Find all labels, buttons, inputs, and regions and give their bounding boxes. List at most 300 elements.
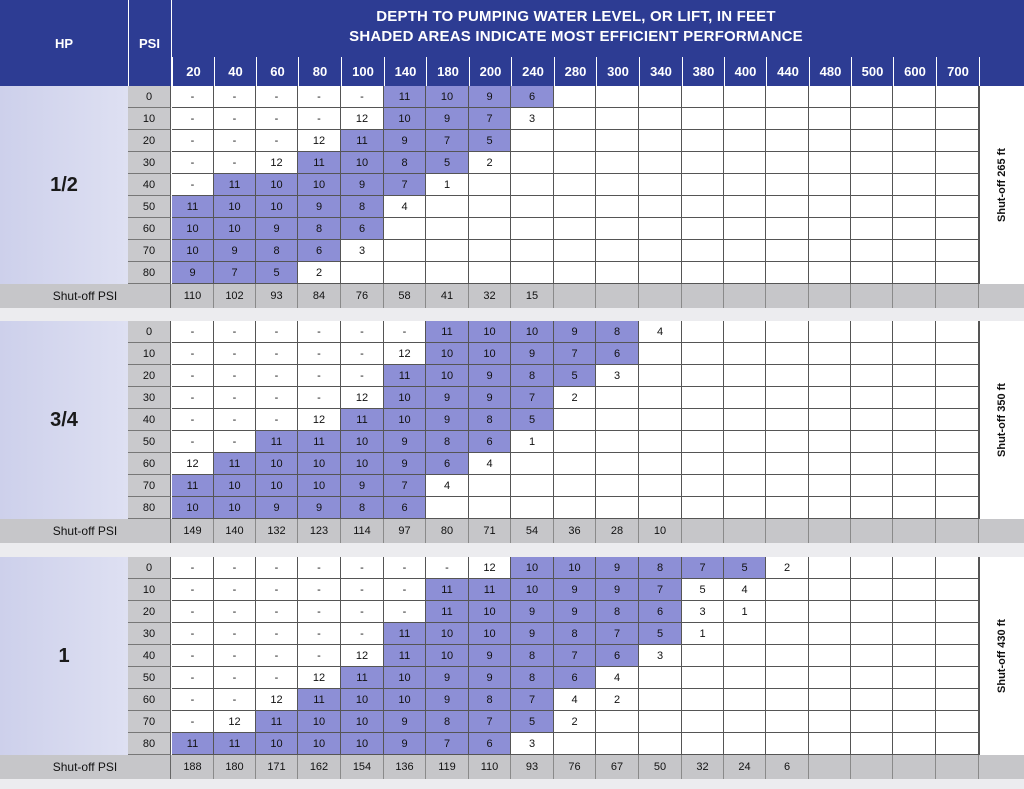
shutoff-psi-value: 180: [214, 755, 256, 779]
gph-cell: [682, 196, 724, 218]
gph-cell: 11: [298, 689, 341, 711]
gph-cell: 11: [384, 645, 426, 667]
gph-cell: 9: [511, 343, 554, 365]
shutoff-psi-value: 54: [511, 519, 554, 543]
shutoff-psi-value: [724, 519, 766, 543]
psi-row-label: 70: [128, 711, 171, 733]
gph-cell: [511, 453, 554, 475]
depth-header-cell: 280: [554, 57, 596, 86]
gph-cell: [893, 409, 936, 431]
gph-cell: 8: [256, 240, 298, 262]
gph-cell: [936, 667, 979, 689]
gph-cell: 10: [298, 733, 341, 755]
gph-cell: [936, 262, 979, 284]
gph-cell: -: [172, 108, 214, 130]
gph-cell: 11: [256, 711, 298, 733]
gph-cell: -: [256, 579, 298, 601]
depth-header-cell: 400: [724, 57, 766, 86]
psi-row-label: 0: [128, 557, 171, 579]
gph-cell: [936, 711, 979, 733]
gph-cell: 10: [172, 240, 214, 262]
gph-cell: [766, 321, 809, 343]
gph-cell: [766, 453, 809, 475]
gph-cell: [426, 218, 469, 240]
gph-cell: [809, 557, 851, 579]
shutoff-psi-value: 123: [298, 519, 341, 543]
gph-cell: [851, 262, 893, 284]
gph-cell: [639, 689, 682, 711]
gph-cell: [851, 86, 893, 108]
depth-header-cell: 700: [936, 57, 979, 86]
gph-cell: [511, 475, 554, 497]
gph-cell: [851, 152, 893, 174]
gph-cell: 11: [341, 409, 384, 431]
gph-cell: [851, 321, 893, 343]
depth-header-cell: 600: [893, 57, 936, 86]
gph-cell: -: [298, 645, 341, 667]
gph-cell: 9: [341, 174, 384, 196]
gph-cell: [936, 453, 979, 475]
gph-cell: 4: [426, 475, 469, 497]
shutoff-psi-value: [766, 284, 809, 308]
gph-cell: [851, 645, 893, 667]
gph-cell: 6: [426, 453, 469, 475]
psi-row-label: 30: [128, 387, 171, 409]
gph-cell: -: [172, 174, 214, 196]
gph-cell: -: [256, 601, 298, 623]
shutoff-psi-value: [766, 519, 809, 543]
gph-cell: 2: [596, 689, 639, 711]
gph-cell: 10: [384, 667, 426, 689]
gph-cell: -: [256, 667, 298, 689]
gph-cell: [724, 130, 766, 152]
gph-cell: [766, 497, 809, 519]
gph-cell: 9: [426, 409, 469, 431]
psi-row-label: 60: [128, 689, 171, 711]
depth-header-cell: 480: [809, 57, 851, 86]
gph-cell: [809, 387, 851, 409]
gph-cell: [469, 497, 511, 519]
gph-cell: -: [384, 601, 426, 623]
gph-cell: 11: [214, 733, 256, 755]
psi-row-label: 10: [128, 108, 171, 130]
gph-cell: [809, 667, 851, 689]
gph-cell: 12: [214, 711, 256, 733]
gph-cell: [936, 601, 979, 623]
gph-cell: [809, 475, 851, 497]
gph-cell: 10: [214, 497, 256, 519]
gph-cell: [766, 431, 809, 453]
shutoff-psi-value: 149: [172, 519, 214, 543]
gph-cell: 10: [469, 343, 511, 365]
gph-cell: -: [214, 409, 256, 431]
hp-value: 3/4: [0, 321, 129, 519]
gph-cell: 10: [511, 579, 554, 601]
shutoff-psi-value: 15: [511, 284, 554, 308]
gph-cell: 10: [341, 152, 384, 174]
depth-header-cell: 80: [298, 57, 341, 86]
shutoff-psi-value: 76: [554, 755, 596, 779]
gph-cell: 5: [469, 130, 511, 152]
gph-cell: [554, 453, 596, 475]
gph-cell: [851, 601, 893, 623]
gph-cell: -: [341, 343, 384, 365]
gph-cell: [682, 409, 724, 431]
gph-cell: [851, 557, 893, 579]
shutoff-psi-value: 93: [256, 284, 298, 308]
gph-cell: [851, 387, 893, 409]
gph-cell: [596, 733, 639, 755]
gph-cell: [682, 689, 724, 711]
gph-cell: 7: [426, 130, 469, 152]
gph-cell: 9: [469, 387, 511, 409]
gph-cell: [766, 711, 809, 733]
gph-cell: 11: [341, 130, 384, 152]
gph-cell: [809, 733, 851, 755]
gph-cell: [766, 623, 809, 645]
gph-cell: 7: [554, 645, 596, 667]
gph-cell: [469, 475, 511, 497]
shutoff-psi-value: [851, 755, 893, 779]
shutoff-psi-value: 162: [298, 755, 341, 779]
chart-title: [172, 0, 980, 54]
shutoff-feet-text: Shut-off 265 ft: [996, 148, 1009, 222]
psi-row-label: 40: [128, 645, 171, 667]
gph-cell: 10: [256, 174, 298, 196]
gph-cell: 10: [341, 689, 384, 711]
gph-cell: [809, 431, 851, 453]
gph-cell: [596, 130, 639, 152]
gph-cell: -: [256, 86, 298, 108]
gph-cell: 10: [214, 196, 256, 218]
gph-cell: [682, 733, 724, 755]
psi-column-header: PSI: [128, 0, 172, 86]
gph-cell: [511, 152, 554, 174]
gph-cell: [936, 108, 979, 130]
gph-cell: 10: [469, 321, 511, 343]
shutoff-psi-value: 32: [682, 755, 724, 779]
gph-cell: 9: [596, 579, 639, 601]
gph-cell: -: [256, 130, 298, 152]
gph-cell: [511, 240, 554, 262]
gph-cell: [554, 733, 596, 755]
gph-cell: [766, 218, 809, 240]
depth-header-cell: 140: [384, 57, 426, 86]
shutoff-psi-value: 28: [596, 519, 639, 543]
gph-cell: [809, 218, 851, 240]
gph-cell: [724, 431, 766, 453]
gph-cell: [851, 497, 893, 519]
hp-section: [0, 557, 1024, 779]
gph-cell: [851, 240, 893, 262]
gph-cell: [809, 174, 851, 196]
gph-cell: [893, 733, 936, 755]
gph-cell: 12: [341, 645, 384, 667]
gph-cell: [893, 365, 936, 387]
gph-cell: [766, 365, 809, 387]
gph-cell: -: [256, 321, 298, 343]
gph-cell: 11: [172, 733, 214, 755]
gph-cell: 3: [341, 240, 384, 262]
gph-cell: [766, 174, 809, 196]
gph-cell: 10: [426, 86, 469, 108]
gph-cell: [724, 645, 766, 667]
gph-cell: [639, 387, 682, 409]
gph-cell: [809, 321, 851, 343]
gph-cell: 8: [341, 196, 384, 218]
shutoff-psi-value: 50: [639, 755, 682, 779]
gph-cell: 12: [384, 343, 426, 365]
shutoff-psi-value: 110: [172, 284, 214, 308]
gph-cell: [596, 240, 639, 262]
gph-cell: [639, 196, 682, 218]
gph-cell: [766, 387, 809, 409]
gph-cell: [639, 475, 682, 497]
gph-cell: 7: [511, 387, 554, 409]
gph-cell: 6: [298, 240, 341, 262]
gph-cell: 12: [298, 667, 341, 689]
gph-cell: [682, 152, 724, 174]
shutoff-psi-value: [851, 519, 893, 543]
gph-cell: [809, 108, 851, 130]
gph-cell: [469, 196, 511, 218]
gph-cell: [851, 667, 893, 689]
gph-cell: 10: [511, 557, 554, 579]
gph-cell: 12: [256, 152, 298, 174]
gph-cell: 3: [511, 108, 554, 130]
gph-cell: 7: [511, 689, 554, 711]
gph-cell: 7: [554, 343, 596, 365]
gph-cell: [511, 218, 554, 240]
gph-cell: [341, 262, 384, 284]
shutoff-psi-value: 114: [341, 519, 384, 543]
depth-header-cell: 60: [256, 57, 298, 86]
gph-cell: 1: [426, 174, 469, 196]
gph-cell: [511, 130, 554, 152]
gph-cell: 8: [511, 365, 554, 387]
gph-cell: -: [172, 711, 214, 733]
gph-cell: -: [298, 86, 341, 108]
gph-cell: [809, 196, 851, 218]
gph-cell: [724, 475, 766, 497]
gph-cell: [554, 152, 596, 174]
shutoff-psi-value: 84: [298, 284, 341, 308]
gph-cell: -: [172, 689, 214, 711]
gph-cell: [766, 409, 809, 431]
gph-cell: [809, 240, 851, 262]
gph-cell: [682, 86, 724, 108]
gph-cell: [893, 387, 936, 409]
gph-cell: [766, 601, 809, 623]
gph-cell: 7: [639, 579, 682, 601]
gph-cell: [851, 453, 893, 475]
gph-cell: [724, 497, 766, 519]
gph-cell: 10: [298, 453, 341, 475]
gph-cell: [639, 409, 682, 431]
gph-cell: [639, 130, 682, 152]
gph-cell: [682, 475, 724, 497]
shutoff-psi-value: [936, 519, 979, 543]
gph-cell: -: [172, 431, 214, 453]
gph-cell: 9: [469, 645, 511, 667]
gph-cell: 10: [298, 711, 341, 733]
gph-cell: [724, 108, 766, 130]
gph-cell: 10: [426, 365, 469, 387]
psi-row-label: 80: [128, 497, 171, 519]
gph-cell: -: [256, 409, 298, 431]
gph-cell: -: [256, 108, 298, 130]
gph-cell: [851, 475, 893, 497]
gph-cell: -: [298, 623, 341, 645]
gph-cell: [682, 218, 724, 240]
gph-cell: [596, 431, 639, 453]
shutoff-psi-value: 97: [384, 519, 426, 543]
gph-cell: -: [172, 601, 214, 623]
gph-cell: 11: [384, 86, 426, 108]
gph-cell: -: [256, 365, 298, 387]
shutoff-psi-value: [809, 755, 851, 779]
gph-cell: [554, 130, 596, 152]
shutoff-psi-value: [851, 284, 893, 308]
gph-cell: [809, 343, 851, 365]
gph-cell: [893, 711, 936, 733]
gph-cell: [893, 431, 936, 453]
gph-cell: -: [384, 579, 426, 601]
gph-cell: 6: [469, 733, 511, 755]
gph-cell: [724, 196, 766, 218]
gph-cell: [554, 86, 596, 108]
gph-cell: -: [172, 152, 214, 174]
gph-cell: -: [214, 387, 256, 409]
gph-cell: -: [298, 557, 341, 579]
gph-cell: [639, 108, 682, 130]
gph-cell: [639, 667, 682, 689]
gph-cell: 9: [554, 579, 596, 601]
gph-cell: -: [256, 557, 298, 579]
gph-cell: 12: [341, 387, 384, 409]
depth-header-cell: 240: [511, 57, 554, 86]
gph-cell: 8: [298, 218, 341, 240]
gph-cell: [639, 343, 682, 365]
gph-cell: 6: [469, 431, 511, 453]
gph-cell: [596, 387, 639, 409]
gph-cell: 9: [256, 218, 298, 240]
depth-header-cell: 40: [214, 57, 256, 86]
gph-cell: -: [384, 557, 426, 579]
gph-cell: [426, 240, 469, 262]
shutoff-feet-text: Shut-off 430 ft: [996, 619, 1009, 693]
gph-cell: 3: [511, 733, 554, 755]
gph-cell: 11: [426, 579, 469, 601]
gph-cell: [554, 174, 596, 196]
gph-cell: 8: [426, 431, 469, 453]
psi-row-label: 70: [128, 240, 171, 262]
gph-cell: [511, 497, 554, 519]
gph-cell: -: [341, 557, 384, 579]
gph-cell: [809, 645, 851, 667]
gph-cell: 12: [298, 409, 341, 431]
gph-cell: 8: [511, 667, 554, 689]
gph-cell: [809, 130, 851, 152]
gph-cell: [936, 579, 979, 601]
gph-cell: -: [341, 86, 384, 108]
gph-cell: [724, 86, 766, 108]
shutoff-psi-value: 36: [554, 519, 596, 543]
gph-cell: 8: [596, 321, 639, 343]
gph-cell: 9: [511, 623, 554, 645]
gph-cell: [554, 497, 596, 519]
gph-cell: [724, 152, 766, 174]
gph-cell: 11: [384, 365, 426, 387]
psi-row-label: 10: [128, 343, 171, 365]
gph-cell: 12: [469, 557, 511, 579]
gph-cell: 3: [639, 645, 682, 667]
gph-cell: [554, 108, 596, 130]
gph-cell: -: [214, 667, 256, 689]
gph-cell: [851, 108, 893, 130]
gph-cell: 12: [298, 130, 341, 152]
gph-cell: 10: [384, 387, 426, 409]
gph-cell: [682, 240, 724, 262]
gph-cell: [384, 262, 426, 284]
gph-cell: 5: [682, 579, 724, 601]
gph-cell: [724, 623, 766, 645]
gph-cell: [766, 475, 809, 497]
gph-cell: [936, 343, 979, 365]
gph-cell: 2: [554, 711, 596, 733]
gph-cell: [936, 475, 979, 497]
gph-cell: [682, 130, 724, 152]
depth-header-spacer: [979, 57, 1024, 86]
gph-cell: 8: [639, 557, 682, 579]
depth-header-cell: 380: [682, 57, 724, 86]
gph-cell: 8: [426, 711, 469, 733]
gph-cell: 9: [469, 86, 511, 108]
gph-cell: [639, 240, 682, 262]
gph-cell: [639, 711, 682, 733]
gph-cell: [809, 601, 851, 623]
gph-cell: -: [298, 343, 341, 365]
gph-cell: [766, 108, 809, 130]
gph-cell: -: [298, 579, 341, 601]
gph-cell: 9: [554, 321, 596, 343]
gph-cell: [893, 262, 936, 284]
gph-cell: [682, 108, 724, 130]
gph-cell: [596, 262, 639, 284]
gph-cell: [469, 174, 511, 196]
shutoff-psi-value: [893, 755, 936, 779]
gph-cell: 10: [214, 475, 256, 497]
table-header: [0, 0, 1024, 86]
gph-cell: [596, 152, 639, 174]
gph-cell: [893, 689, 936, 711]
shutoff-psi-value: 140: [214, 519, 256, 543]
gph-cell: [682, 645, 724, 667]
gph-cell: [893, 475, 936, 497]
gph-cell: [893, 667, 936, 689]
gph-cell: [639, 497, 682, 519]
gph-cell: [851, 711, 893, 733]
psi-row-label: 20: [128, 601, 171, 623]
shutoff-psi-label: Shut-off PSI: [0, 755, 171, 779]
gph-cell: [724, 667, 766, 689]
psi-row-label: 50: [128, 667, 171, 689]
gph-cell: 9: [256, 497, 298, 519]
gph-cell: 5: [256, 262, 298, 284]
gph-cell: [724, 733, 766, 755]
gph-cell: 4: [639, 321, 682, 343]
shutoff-feet-label: [979, 321, 1024, 519]
